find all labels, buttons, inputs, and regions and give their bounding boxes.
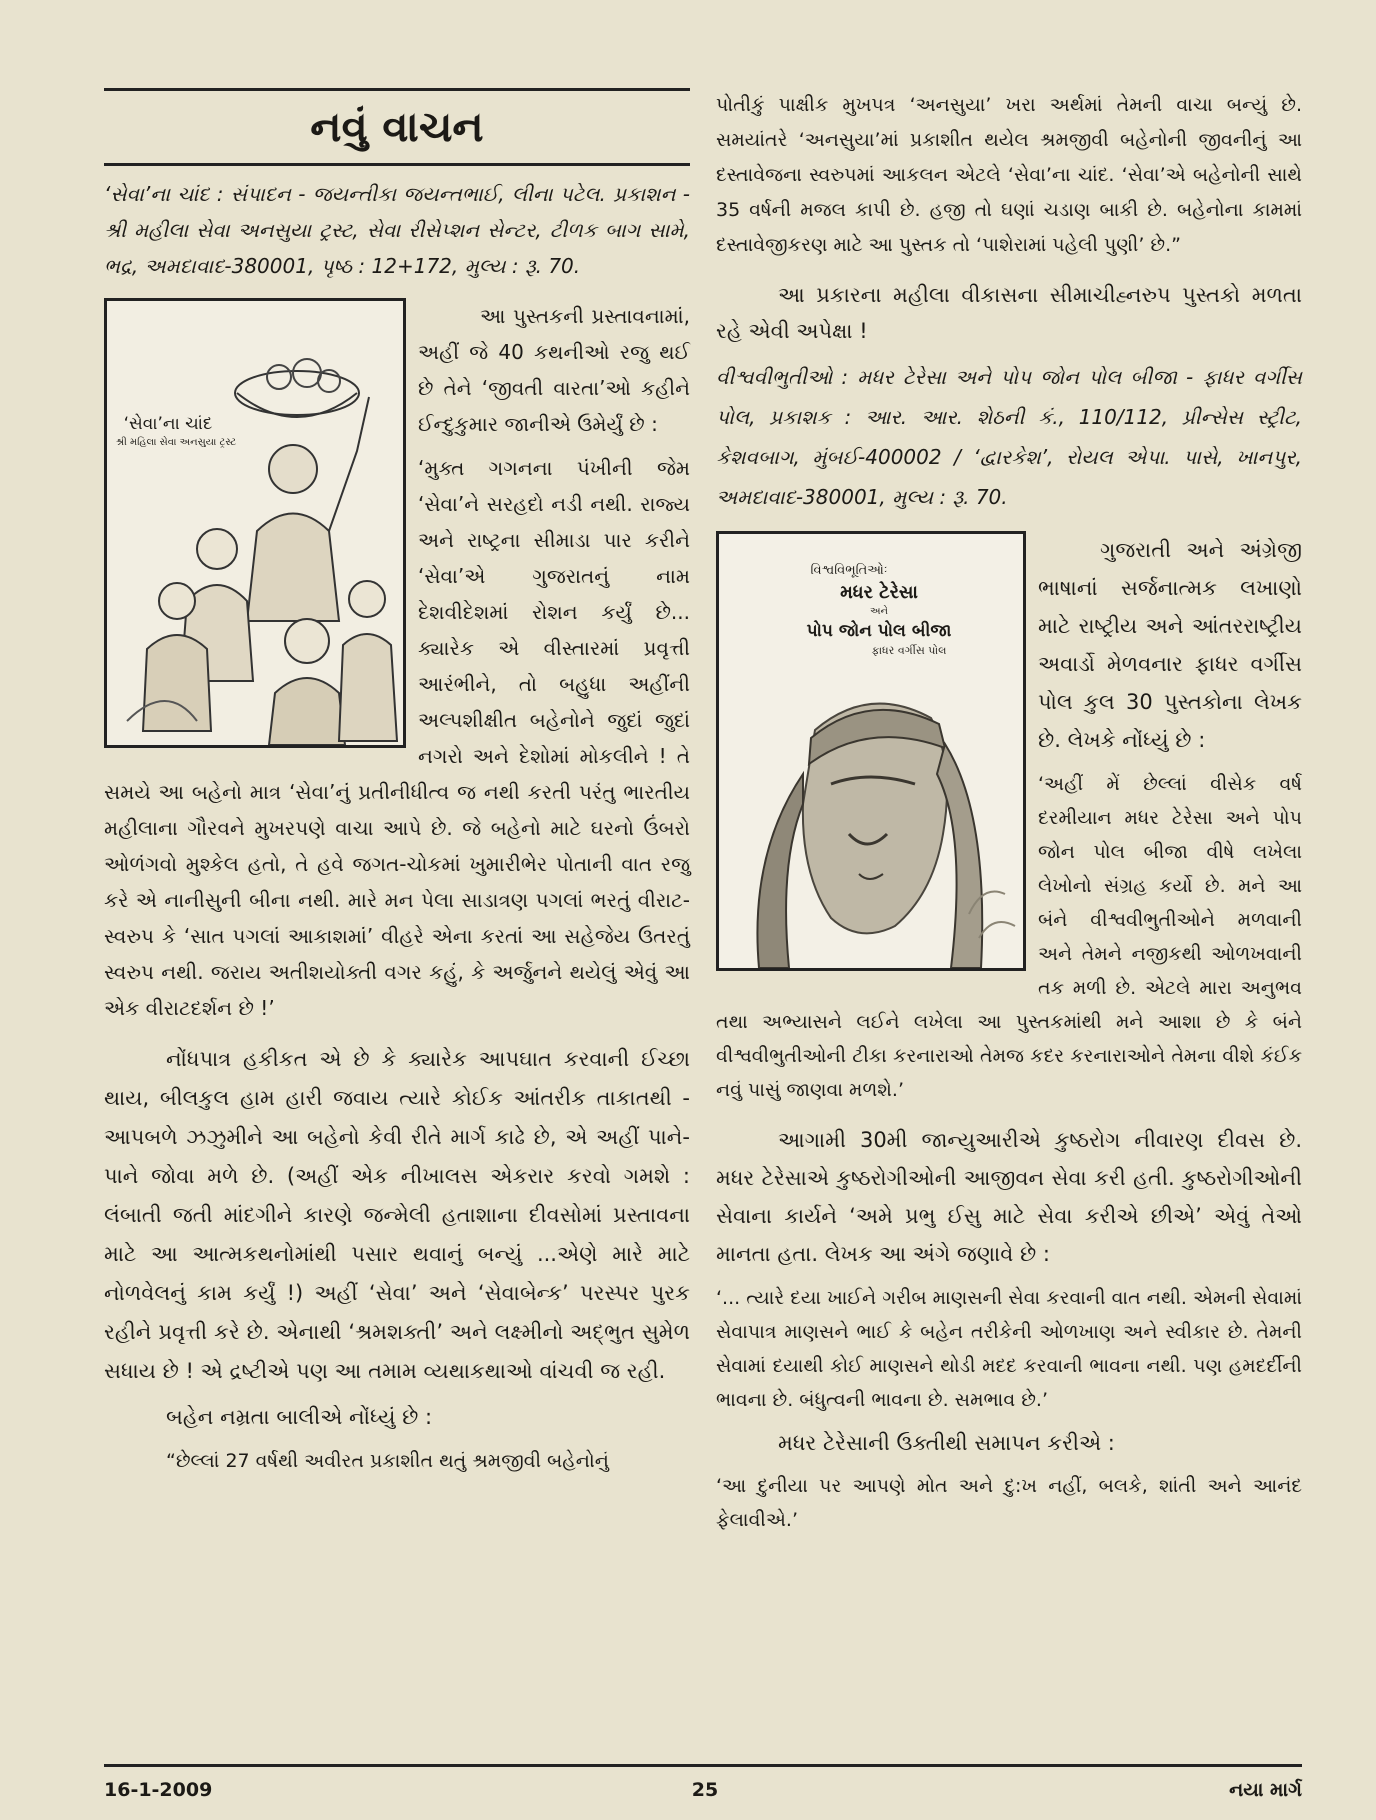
- footer-rule: [104, 1764, 1302, 1767]
- review2-quote2: ‘... ત્યારે દયા ખાઈને ગરીબ માણસની સેવા કરવાની વાત નથી. એમની સેવામાં સેવાપાત્ર માણસને ભાઈ કે બહેન તરીકેની ઓળખાણ અને સ્વીકાર છે. તેમની સેવામાં દયાથી કોઈ માણસને થોડી મદદ કરવાની ભાવના નથી. પણ હમદર્દીની ભાવના છે. બંધુત્વની ભાવના છે. સમભાવ છે.’: [716, 1287, 1302, 1411]
- book-cover-seva-na-chand: [104, 298, 406, 748]
- footer-magazine-name: નયા માર્ગ: [1229, 1779, 1302, 1801]
- cover-line3: અને: [870, 606, 888, 617]
- left-column: [104, 80, 690, 1479]
- cover-line5: ફાધર વર્ગીસ પોલ: [871, 644, 947, 657]
- footer-page-number: 25: [691, 1779, 719, 1801]
- review1-para5: પોતીકું પાક્ષીક મુખપત્ર ‘અનસુયા’ ખરા અર્થમાં તેમની વાચા બન્યું છે. સમયાંતરે ‘અનસુયા’માં પ્રકાશીત થયેલ શ્રમજીવી બહેનોની જીવનીનું આ દસ્તાવેજના સ્વરુપમાં આકલન એટલે ‘સેવા’ના ચાંદ. ‘સેવા’એ બહેનોની સાથે 35 વર્ષની મજલ કાપી છે. હજી તો ઘણાં ચડાણ બાકી છે. બહેનોના કામમાં દસ્તાવેજીકરણ માટે આ પુસ્તક તો ‘પાશેરામાં પહેલી પુણી’ છે.”: [716, 94, 1302, 256]
- review2-para2: આગામી 30મી જાન્યુઆરીએ કુષ્ઠરોગ નીવારણ દીવસ છે. મધર ટેરેસાએ કુષ્ઠરોગીઓની આજીવન સેવા કરી હતી. કુષ્ઠરોગીઓની સેવાના કાર્યને ‘અમે પ્રભુ ઈસુ માટે સેવા કરીએ છીએ’ એવું તેઓ માનતા હતા. લેખક આ અંગે જણાવે છે :: [716, 1128, 1302, 1266]
- review2-citation: વીશ્વવીભુતીઓ : મધર ટેરેસા અને પોપ જોન પોલ બીજા - ફાધર વર્ગીસ પોલ, પ્રકાશક : આર. આર. શેઠની કં., 110/112, પ્રીન્સેસ સ્ટ્રીટ, કેશવબાગ, મુંબઈ-400002 / ‘દ્વારકેશ’, રોયલ એપા. પાસે, ખાનપુર, અમદાવાદ-380001, મુલ્ય : રૂ. 70.: [716, 365, 1302, 509]
- review1-para4: “છેલ્લાં 27 વર્ષથી અવીરત પ્રકાશીત થતું શ્રમજીવી બહેનોનું: [166, 1450, 609, 1472]
- cover-line2: મધર ટેરેસા: [840, 582, 918, 603]
- cover-title: ‘સેવા’ના ચાંદ: [123, 414, 213, 434]
- review1-para2: નોંધપાત્ર હકીકત એ છે કે ક્યારેક આપઘાત કરવાની ઈચ્છા થાય, બીલકુલ હામ હારી જવાય ત્યારે કોઈક આંતરીક તાકાતથી - આપબળે ઝઝુમીને આ બહેનો કેવી રીતે માર્ગ કાઢે છે, એ અહીં પાને-પાને જોવા મળે છે. (અહીં એક નીખાલસ એકરાર કરવો ગમશે : લંબાતી જતી માંદગીને કારણે જન્મેલી હતાશાના દીવસોમાં પ્રસ્તાવના માટે આ આત્મકથનોમાંથી પસાર થવાનું બન્યું ...એણે મારે માટે નોળવેલનું કામ કર્યું !) અહીં ‘સેવા’ અને ‘સેવાબેન્ક’ પરસ્પર પુરક રહીને પ્રવૃત્તી કરે છે. એનાથી ‘શ્રમશક્તી’ અને લક્ષ્મીનો અદ્ભુત સુમેળ સધાય છે ! એ દ્રષ્ટીએ પણ આ તમામ વ્યથાકથાઓ વાંચવી જ રહી.: [104, 1047, 690, 1383]
- cover-line4: પોપ જોન પોલ બીજા: [806, 621, 952, 641]
- review1-para6: આ પ્રકારના મહીલા વીકાસના સીમાચીહ્નરુપ પુસ્તકો મળતા રહે એવી અપેક્ષા !: [716, 283, 1302, 343]
- footer-date: 16-1-2009: [104, 1779, 213, 1801]
- title-rule-bottom: [104, 163, 690, 166]
- review1-para3: બહેન નમ્રતા બાલીએ નોંધ્યું છે :: [166, 1405, 433, 1429]
- review1-citation: ‘સેવા’ના ચાંદ : સંપાદન - જયન્તીકા જયન્તભાઈ, લીના પટેલ. પ્રકાશન - શ્રી મહીલા સેવા અનસુયા ટ્રસ્ટ, સેવા રીસેપ્શન સેન્ટર, ટીળક બાગ સામે, ભદ્ર, અમદાવાદ-380001, પૃષ્ઠ : 12+172, મુલ્ય : રૂ. 70.: [104, 182, 690, 278]
- review2-intro: ગુજરાતી અને અંગ્રેજી ભાષાનાં સર્જનાત્મક લખાણો માટે રાષ્ટ્રીય અને આંતરરાષ્ટ્રીય અવાર્ડો મેળવનાર ફાધર વર્ગીસ પોલ કુલ 30 પુસ્તકોના લેખક છે. લેખકે નોંધ્યું છે :: [1038, 538, 1302, 752]
- review1-intro: આ પુસ્તકની પ્રસ્તાવનામાં, અહીં જે 40 કથનીઓ રજુ થઈ છે તેને ‘જીવતી વારતા’ઓ કહીને ઈન્દુકુમાર જાનીએ ઉમેર્યું છે :: [418, 304, 690, 436]
- review2-para3: મધર ટેરેસાની ઉક્તીથી સમાપન કરીએ :: [778, 1431, 1115, 1455]
- review2-quote1: ‘અહીં મેં છેલ્લાં વીસેક વર્ષ દરમીયાન મધર ટેરેસા અને પોપ જોન પોલ બીજા વીષે લખેલા લેખોનો સંગ્રહ કર્યો છે. મને આ બંને વીશ્વવીભુતીઓને મળવાની અને તેમને નજીકથી ઓળખવાની તક મળી છે. એટલે મારા અનુભવ તથા અભ્યાસને લઈને લખેલા આ પુસ્તકમાંથી મને આશા છે કે બંને વીશ્વવીભુતીઓની ટીકા કરનારાઓ તેમજ કદર કરનારાઓને તેમના વીશે કંઈક નવું પાસું જાણવા મળશે.’: [716, 773, 1302, 1101]
- book-cover-vishwavibhutio: [716, 531, 1026, 971]
- cover-line1: વિશ્વવિભૂતિઓઃ: [810, 563, 888, 578]
- right-column: [716, 88, 1302, 1537]
- review2-quote3: ‘આ દુનીયા પર આપણે મોત અને દુ:ખ નહીં, બલકે, શાંતી અને આનંદ ફેલાવીએ.’: [716, 1475, 1302, 1531]
- cover-illustration: [107, 301, 403, 745]
- cover-subtitle: શ્રી મહિલા સેવા અનસુયા ટ્રસ્ટ: [115, 437, 237, 448]
- section-title: નવું વાચન: [310, 102, 484, 151]
- review1-quote1: ‘મુક્ત ગગનના પંખીની જેમ ‘સેવા’ને સરહદો નડી નથી. રાજ્ય અને રાષ્ટ્રના સીમાડા પાર કરીને ‘સેવા’એ ગુજરાતનું નામ દેશવીદેશમાં રોશન કર્યું છે... ક્યારેક એ વીસ્તારમાં પ્રવૃત્તી આરંભીને, તો બહુધા અહીંની અલ્પશીક્ષીત બહેનોને જુદાં જુદાં નગરો અને દેશોમાં મોકલીને ! તે સમયે આ બહેનો માત્ર ‘સેવા’નું પ્રતીનીધીત્વ જ નથી કરતી પરંતુ ભારતીય મહીલાના ગૌરવને મુખરપણે વાચા આપે છે. જે બહેનો માટે ઘરનો ઉંબરો ઓળંગવો મુશ્કેલ હતો, તે હવે જગત-ચોકમાં ખુમારીભેર પોતાની વાત રજુ કરે એ નાનીસુની બીના નથી. મારે મન પેલા સાડાત્રણ પગલાં ભરતું વીરાટ-સ્વરુપ કે ‘સાત પગલાં આકાશમાં’ વીહરે એના કરતાં આ સહેજેય ઉતરતું સ્વરુપ નથી. જરાય અતીશયોક્તી વગર કહું, કે અર્જુનને થયેલું એવું આ એક વીરાટદર્શન છે !’: [104, 456, 690, 1020]
